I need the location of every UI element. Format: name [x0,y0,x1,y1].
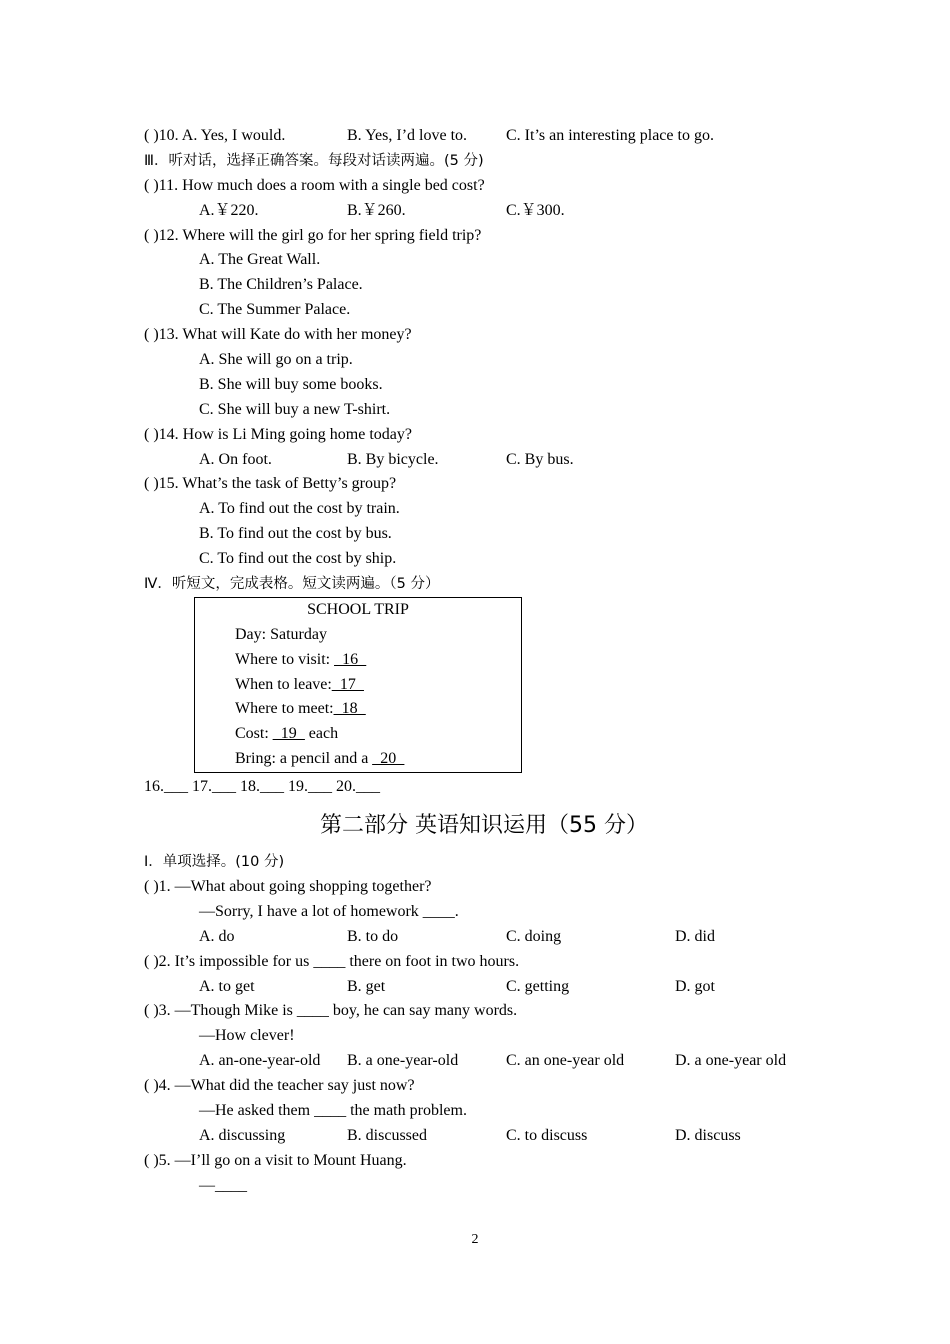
option-b: B. The Children’s Palace. [199,276,363,294]
option-b: B. Yes, I’d love to. [347,127,468,144]
option-b: B. To find out the cost by bus. [199,525,392,543]
row-label: Cost: [235,725,273,743]
blank-16: _16_ [334,650,367,668]
section-4-heading: Ⅳ．听短文，完成表格。短文读两遍。（5 分） [144,576,440,593]
option-c: C. It’s an interesting place to go. [506,127,714,144]
question-15-stem: ( )15. What’s the task of Betty’s group? [144,475,397,493]
table-row-meet [195,697,521,722]
mcq-1-stem: ( )1. —What about going shopping together? [144,877,432,895]
option-d: D. did [675,927,715,945]
row-suffix: each [304,725,339,743]
question-14-stem: ( )14. How is Li Ming going home today? [144,425,412,443]
option-a: A. On foot. [199,450,272,468]
option-c: C. getting [506,977,570,995]
option-b: B. a one-year-old [347,1052,459,1070]
section-3-heading: Ⅲ．听对话，选择正确答案。每段对话读两遍。(5 分) [144,152,484,169]
question-14-options [144,448,824,473]
question-11-options [144,199,824,224]
table-row-bring [195,747,521,772]
blank-18: _18_ [333,700,366,718]
option-d: D. discuss [675,1126,741,1144]
question-10 [144,124,824,149]
mcq-1-options [144,925,824,950]
mcq-1-reply: —Sorry, I have a lot of homework ____. [199,902,459,920]
mcq-3-stem: ( )3. —Though Mike is ____ boy, he can say many words. [144,1002,518,1020]
mcq-5-reply: —____ [199,1176,247,1194]
mcq-3-options [144,1049,824,1074]
option-c: C.￥300. [506,201,565,219]
mcq-2-options [144,975,824,1000]
option-c: C. To find out the cost by ship. [199,550,397,568]
option-d: D. got [675,977,715,995]
option-a: A. Yes, I would. [181,127,286,144]
question-number: ( )10. [144,127,182,144]
option-a: A. The Great Wall. [199,251,321,269]
blank-20: _20_ [372,750,405,768]
option-c: C. The Summer Palace. [199,301,351,319]
row-label: Where to visit: [235,650,335,668]
table-row-day: Day: Saturday [235,625,327,643]
row-label: Bring: a pencil and a [235,750,373,768]
part-2-title: 第二部分 英语知识运用（55 分） [320,813,648,839]
option-a: A. do [199,927,235,945]
option-a: A.￥220. [199,201,259,219]
option-b: B. to do [347,927,399,945]
option-a: A. discussing [199,1126,286,1144]
option-c: C. to discuss [506,1126,588,1144]
question-12-stem: ( )12. Where will the girl go for her spring field trip? [144,226,482,244]
mcq-4-reply: —He asked them ____ the math problem. [199,1101,467,1119]
table-row-cost [195,722,521,747]
page-number: 2 [471,1232,479,1247]
section-1-heading: Ⅰ．单项选择。(10 分) [144,854,285,871]
mcq-4-stem: ( )4. —What did the teacher say just now? [144,1077,415,1095]
question-11-stem: ( )11. How much does a room with a single bed cost? [144,176,485,194]
row-label: Where to meet: [235,700,334,718]
option-b: B. She will buy some books. [199,375,383,393]
option-a: A. She will go on a trip. [199,351,353,369]
option-b: B. get [347,977,386,995]
blank-17: _17_ [331,675,364,693]
mcq-2-stem: ( )2. It’s impossible for us ____ there on foot in two hours. [144,952,520,970]
option-c: C. an one-year old [506,1052,625,1070]
row-label: When to leave: [235,675,332,693]
mcq-5-stem: ( )5. —I’ll go on a visit to Mount Huang. [144,1151,407,1169]
mcq-3-reply: —How clever! [199,1027,295,1045]
school-trip-table [194,597,522,773]
option-a: A. To find out the cost by train. [199,500,400,518]
option-a: A. to get [199,977,255,995]
table-row-visit [195,648,521,673]
option-b: B.￥260. [347,201,406,219]
table-title: SCHOOL TRIP [307,600,409,618]
option-c: C. She will buy a new T-shirt. [199,400,391,418]
answer-blanks-line: 16.___ 17.___ 18.___ 19.___ 20.___ [144,778,380,796]
table-row-leave [195,673,521,698]
option-d: D. a one-year old [675,1052,787,1070]
option-b: B. By bicycle. [347,450,439,468]
mcq-4-options [144,1124,824,1149]
option-c: C. doing [506,927,562,945]
worksheet-page [144,124,824,1199]
option-b: B. discussed [347,1126,427,1144]
option-c: C. By bus. [506,450,574,468]
blank-19: _19_ [272,725,305,743]
option-a: A. an-one-year-old [199,1052,321,1070]
question-13-stem: ( )13. What will Kate do with her money? [144,326,412,344]
